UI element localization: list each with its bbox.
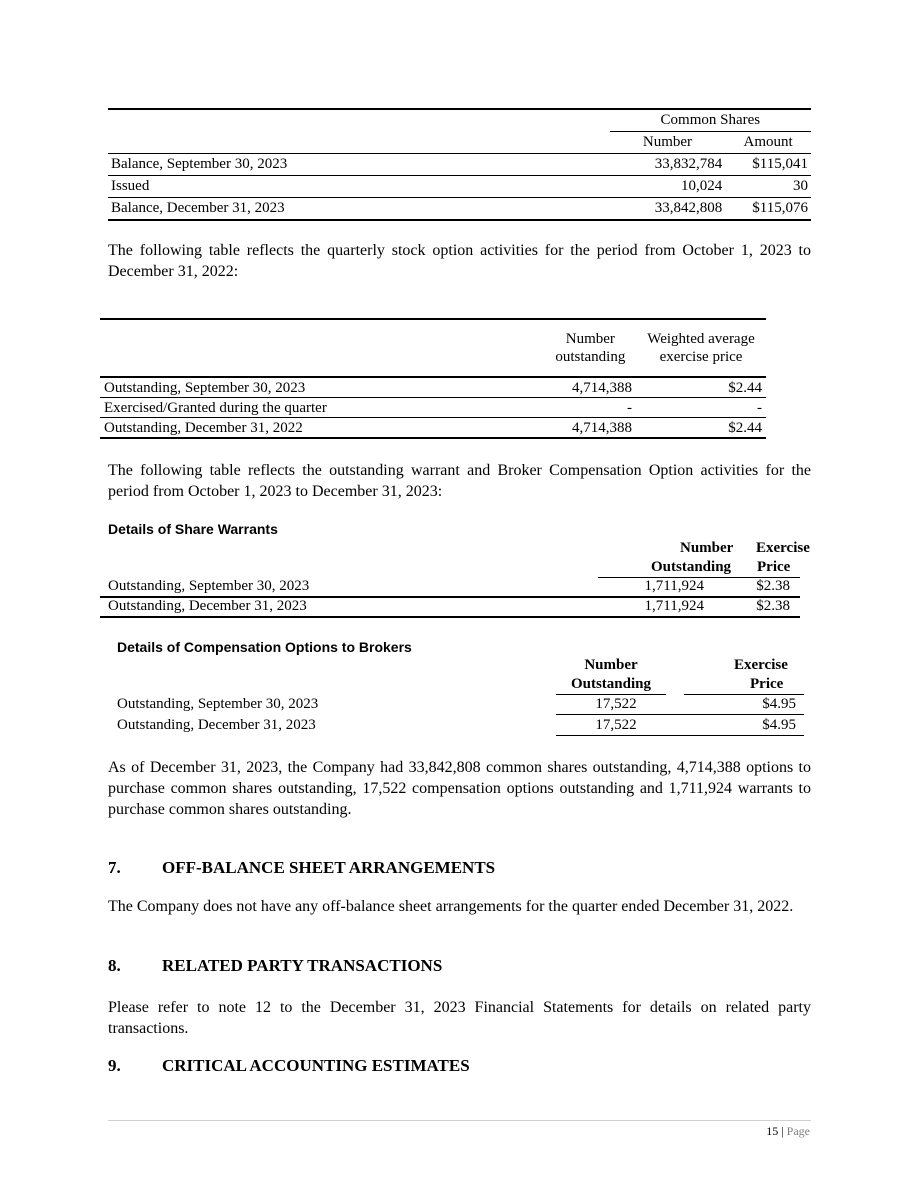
warrants-row-2-price: $2.38 bbox=[756, 598, 790, 614]
col-amount: Amount bbox=[725, 132, 811, 154]
brokers-row-2-label: Outstanding, December 31, 2023 bbox=[117, 717, 316, 733]
brokers-col-number-2: Outstanding bbox=[570, 676, 652, 692]
warrants-col-number-2: Outstanding bbox=[651, 559, 732, 575]
common-shares-table bbox=[108, 108, 811, 221]
section-8-number: 8. bbox=[108, 956, 121, 975]
brokers-row-1-price: $4.95 bbox=[762, 696, 796, 712]
brokers-row-2-price: $4.95 bbox=[762, 717, 796, 733]
table-row: Balance, December 31, 2023 33,842,808 $115,076 bbox=[108, 198, 811, 221]
table-row: Issued 10,024 30 bbox=[108, 176, 811, 198]
col-number: Number bbox=[610, 132, 726, 154]
section-7-number: 7. bbox=[108, 858, 121, 877]
table-row: Balance, September 30, 2023 33,832,784 $115,041 bbox=[108, 154, 811, 176]
table-row: Outstanding, December 31, 2022 4,714,388 $2.44 bbox=[100, 418, 766, 439]
page-number: 15 bbox=[766, 1124, 779, 1138]
warrants-col-price-1: Exercise bbox=[756, 540, 810, 556]
common-shares-header: Common Shares bbox=[610, 109, 811, 132]
col-weighted-price: Weighted average exercise price bbox=[636, 319, 766, 377]
warrants-row-1-label: Outstanding, September 30, 2023 bbox=[108, 578, 310, 594]
paragraph-warrants-intro: The following table reflects the outstanding warrant and Broker Compensation Option activities for the period from October 1, 2023 to December 31, 2023: bbox=[108, 462, 811, 500]
table-row: Exercised/Granted during the quarter - - bbox=[100, 398, 766, 418]
stock-options-table bbox=[100, 318, 766, 439]
warrants-row-1-number: 1,711,924 bbox=[644, 578, 704, 594]
brokers-row-2-number: 17,522 bbox=[595, 717, 637, 733]
section-7-title: OFF-BALANCE SHEET ARRANGEMENTS bbox=[162, 858, 496, 877]
section-8-title: RELATED PARTY TRANSACTIONS bbox=[162, 956, 443, 975]
footer-separator: | bbox=[781, 1124, 784, 1138]
brokers-col-number-1: Number bbox=[584, 657, 638, 673]
col-number-outstanding: Number outstanding bbox=[545, 319, 636, 377]
paragraph-shares-summary: As of December 31, 2023, the Company had 33,842,808 common shares outstanding, 4,714,388 options to purchase common shares outstanding, 17,522 compensation options outstanding and 1,711,924 warrants to purchase common shares outstanding. bbox=[108, 759, 811, 818]
warrants-row-1-price: $2.38 bbox=[756, 578, 790, 594]
section-7-text: The Company does not have any off-balance sheet arrangements for the quarter ended December 31, 2022. bbox=[108, 898, 794, 915]
section-9-number: 9. bbox=[108, 1056, 121, 1075]
warrants-col-number-1: Number bbox=[680, 540, 734, 556]
warrants-title: Details of Share Warrants bbox=[108, 521, 278, 537]
brokers-col-price-2: Price bbox=[750, 676, 784, 692]
section-9-title: CRITICAL ACCOUNTING ESTIMATES bbox=[162, 1056, 470, 1075]
footer-divider bbox=[108, 1120, 811, 1121]
brokers-row-1-number: 17,522 bbox=[595, 696, 637, 712]
table-row: Outstanding, September 30, 2023 4,714,388 $2.44 bbox=[100, 377, 766, 398]
warrants-row-2-label: Outstanding, December 31, 2023 bbox=[108, 598, 307, 614]
warrants-row-2-number: 1,711,924 bbox=[644, 598, 704, 614]
paragraph-stock-options-intro: The following table reflects the quarterly stock option activities for the period from October 1, 2023 to December 31, 2022: bbox=[108, 242, 811, 280]
section-8-text: Please refer to note 12 to the December 31, 2023 Financial Statements for details on related party transactions. bbox=[108, 999, 811, 1037]
warrants-col-price-2: Price bbox=[757, 559, 791, 575]
brokers-row-1-label: Outstanding, September 30, 2023 bbox=[117, 696, 319, 712]
page-label: Page bbox=[786, 1124, 810, 1138]
page-footer bbox=[766, 1124, 810, 1139]
brokers-col-price-1: Exercise bbox=[734, 657, 788, 673]
brokers-title: Details of Compensation Options to Brokers bbox=[117, 639, 412, 655]
